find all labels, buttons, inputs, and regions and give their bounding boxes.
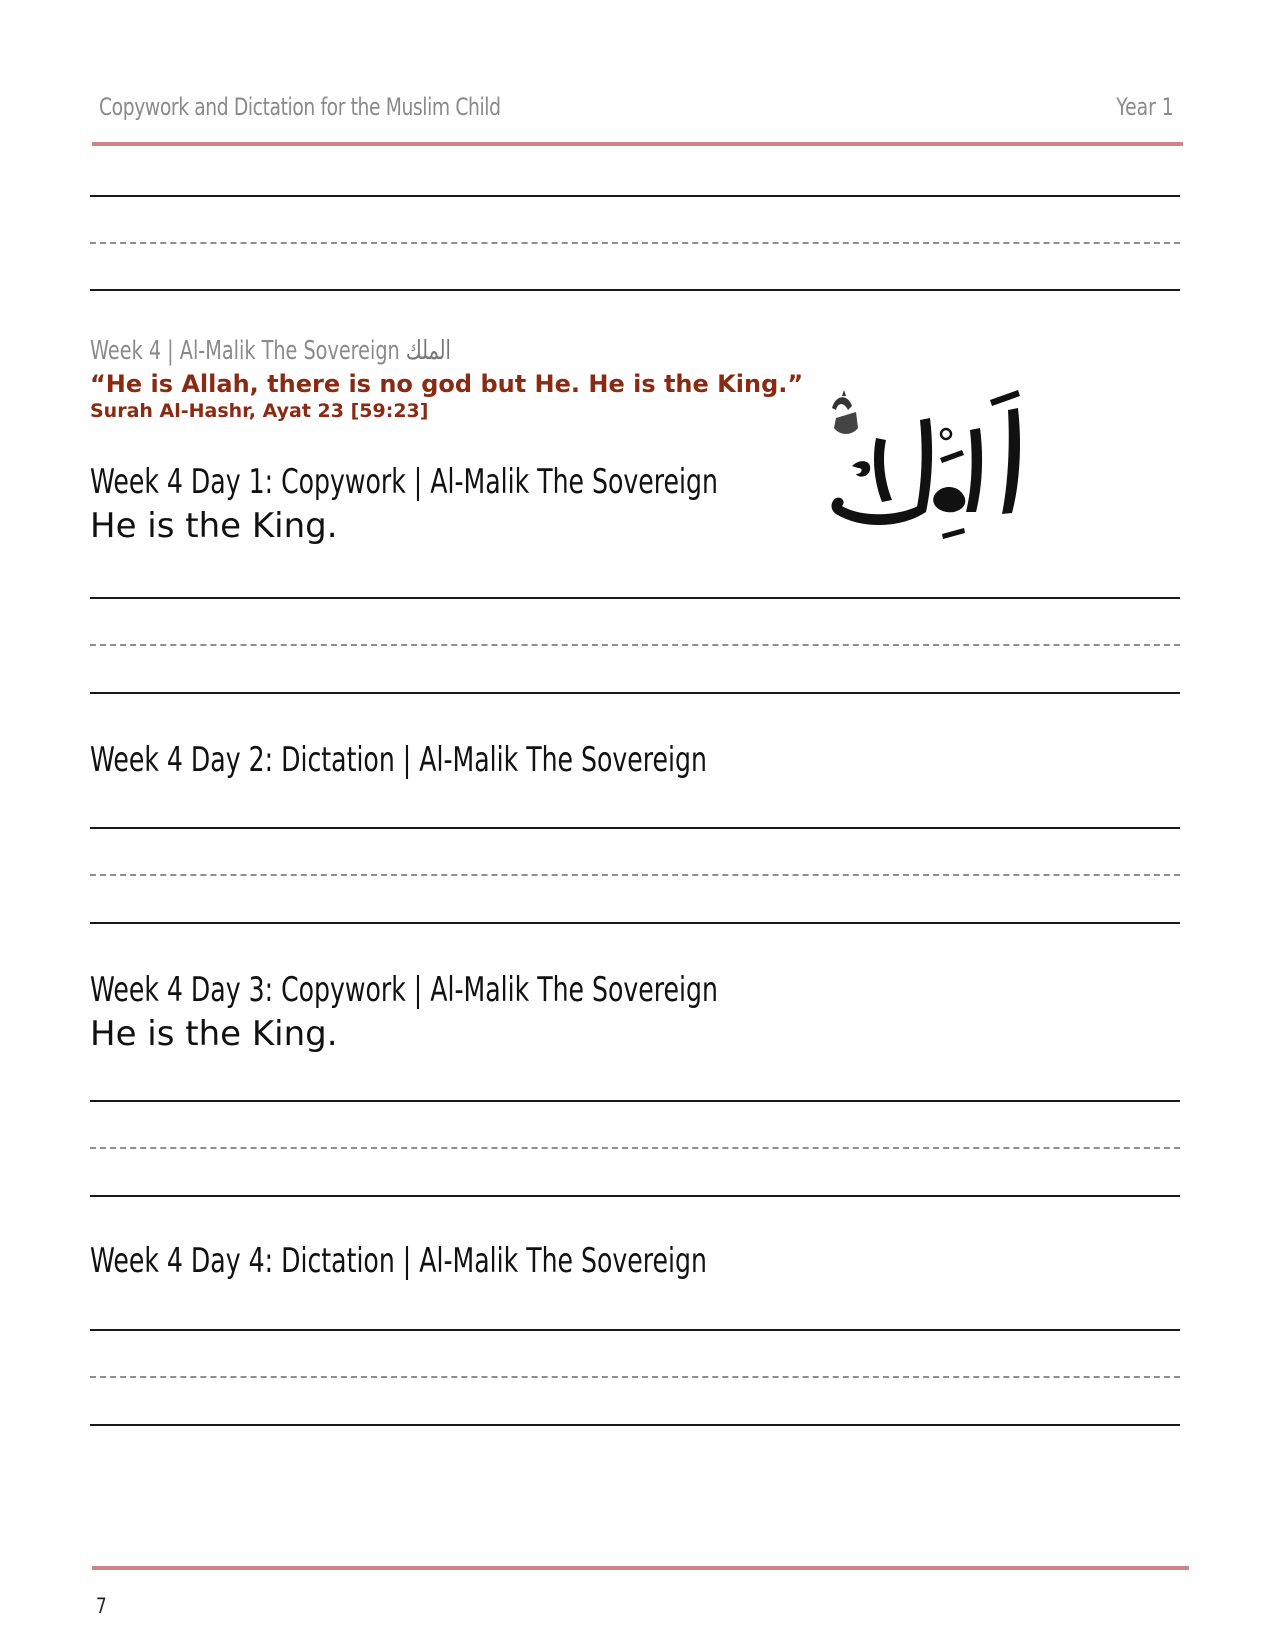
- writing-line-mid: [90, 1376, 1180, 1378]
- al-malik-calligraphy: [822, 388, 1042, 558]
- page-number: 7: [96, 1594, 107, 1618]
- week-title: Week 4 | Al-Malik The Sovereign: [90, 336, 400, 366]
- verse-quote: “He is Allah, there is no god but He. He is the King.”: [90, 370, 804, 398]
- day3-sentence: He is the King.: [90, 1014, 338, 1054]
- year-label: Year 1: [1116, 93, 1174, 121]
- writing-line-mid: [90, 242, 1180, 244]
- writing-line-base: [90, 692, 1180, 694]
- document-title: Copywork and Dictation for the Muslim Child: [99, 93, 501, 121]
- writing-line-base: [90, 1424, 1180, 1426]
- day3-heading: Week 4 Day 3: Copywork | Al-Malik The Sovereign: [90, 970, 718, 1010]
- day2-heading: Week 4 Day 2: Dictation | Al-Malik The Sovereign: [90, 740, 707, 780]
- writing-line-top: [90, 1100, 1180, 1102]
- footer-rule: [92, 1566, 1189, 1570]
- day1-heading: Week 4 Day 1: Copywork | Al-Malik The Sovereign: [90, 462, 718, 502]
- writing-line-base: [90, 289, 1180, 291]
- writing-line-top: [90, 1329, 1180, 1331]
- writing-line-mid: [90, 874, 1180, 876]
- writing-line-base: [90, 922, 1180, 924]
- writing-line-base: [90, 1195, 1180, 1197]
- header-rule: [92, 142, 1183, 146]
- day4-heading: Week 4 Day 4: Dictation | Al-Malik The Sovereign: [90, 1241, 707, 1281]
- writing-line-top: [90, 827, 1180, 829]
- day1-sentence: He is the King.: [90, 506, 338, 546]
- week-arabic-name: الملك: [405, 336, 451, 366]
- writing-line-mid: [90, 644, 1180, 646]
- writing-line-top: [90, 195, 1180, 197]
- week-label: [90, 336, 451, 366]
- verse-reference: Surah Al-Hashr, Ayat 23 [59:23]: [90, 400, 429, 422]
- writing-line-mid: [90, 1147, 1180, 1149]
- writing-line-top: [90, 597, 1180, 599]
- honorific-mark: [832, 390, 858, 434]
